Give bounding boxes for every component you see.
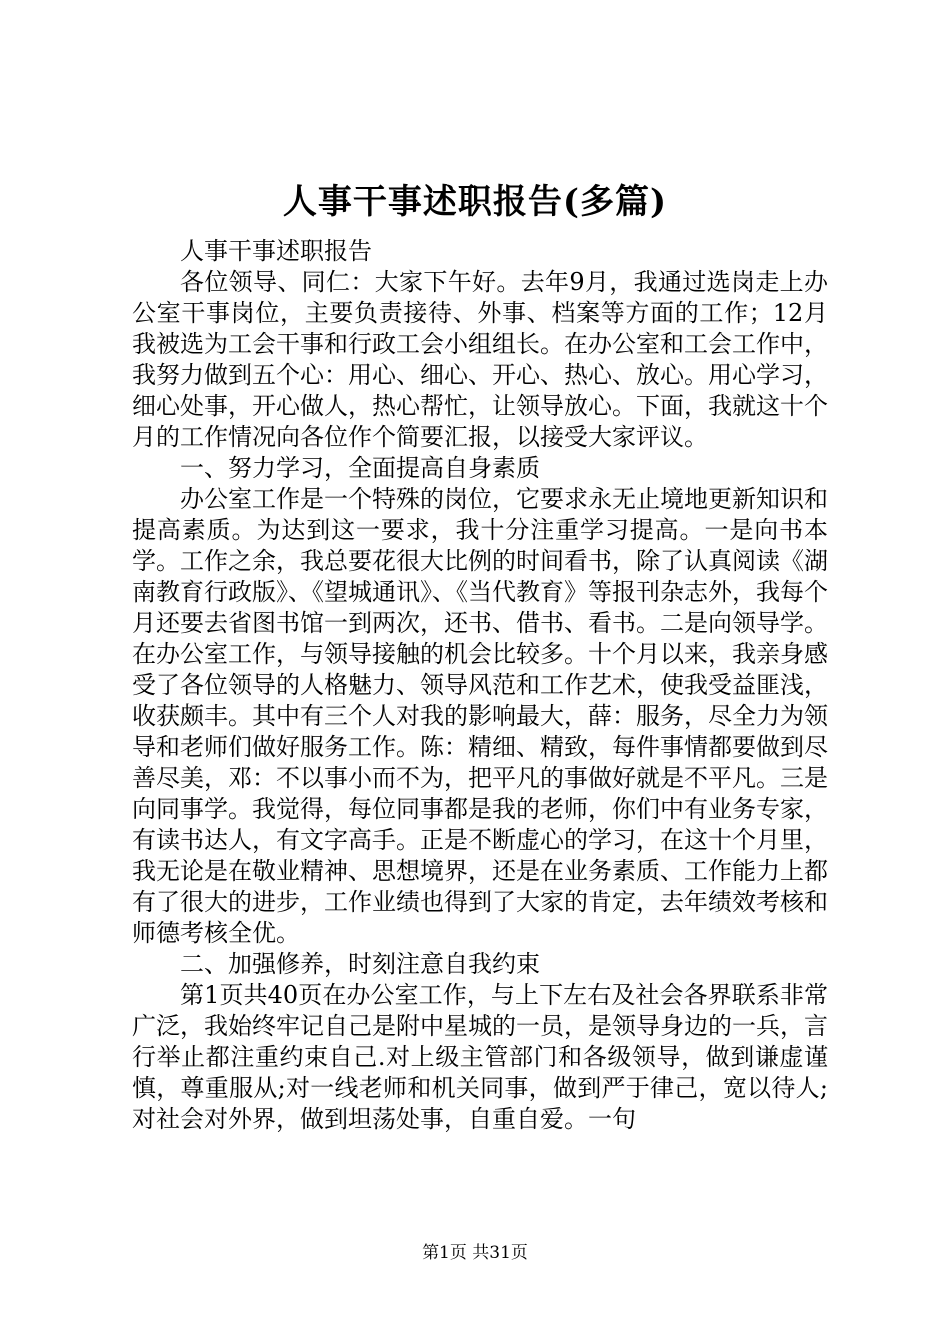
paragraph-subtitle: 人事干事述职报告 [180,237,372,265]
paragraph-conduct: 第1页共40页在办公室工作，与上下左右及社会各界联系非常广泛，我始终牢记自己是附中星城的一员，是领导身边的一兵，言行举止都注重约束自己.对上级主管部门和各级领导，做到谦虚谨慎，尊重服从;对一线老师和机关同事，做到严于律己，宽以待人;对社会对外界，做到坦荡处事，自重自爱。一句 [132,981,828,1133]
paragraph-greeting: 各位领导、同仁：大家下午好。去年9月，我通过选岗走上办公室干事岗位，主要负责接待、外事、档案等方面的工作；12月我被选为工会干事和行政工会小组组长。在办公室和工会工作中，我努力做到五个心：用心、细心、开心、热心、放心。用心学习，细心处事，开心做人，热心帮忙，让领导放心。下面，我就这十个月的工作情况向各位作个简要汇报，以接受大家评议。 [132,268,828,451]
document-title: 人事干事述职报告(多篇) [282,182,668,222]
document-body [132,236,828,1135]
section-heading-2: 二、加强修养，时刻注意自我约束 [180,950,540,978]
paragraph-study: 办公室工作是一个特殊的岗位，它要求永无止境地更新知识和提高素质。为达到这一要求，我十分注重学习提高。一是向书本学。工作之余，我总要花很大比例的时间看书，除了认真阅读《湖南教育行政版》、《望城通讯》、《当代教育》等报刊杂志外，我每个月还要去省图书馆一到两次，还书、借书、看书。二是向领导学。在办公室工作，与领导接触的机会比较多。十个月以来，我亲身感受了各位领导的人格魅力、领导风范和工作艺术，使我受益匪浅，收获颇丰。其中有三个人对我的影响最大，薛：服务，尽全力为领导和老师们做好服务工作。陈：精细、精致，每件事情都要做到尽善尽美，邓：不以事小而不为，把平凡的事做好就是不平凡。三是向同事学。我觉得，每位同事都是我的老师，你们中有业务专家，有读书达人，有文字高手。正是不断虚心的学习，在这十个月里，我无论是在敬业精神、思想境界，还是在业务素质、工作能力上都有了很大的进步，工作业绩也得到了大家的肯定，去年绩效考核和师德考核全优。 [132,485,828,947]
section-heading-1: 一、努力学习，全面提高自身素质 [180,454,540,482]
page-footer: 第1页 共31页 [422,1243,528,1263]
